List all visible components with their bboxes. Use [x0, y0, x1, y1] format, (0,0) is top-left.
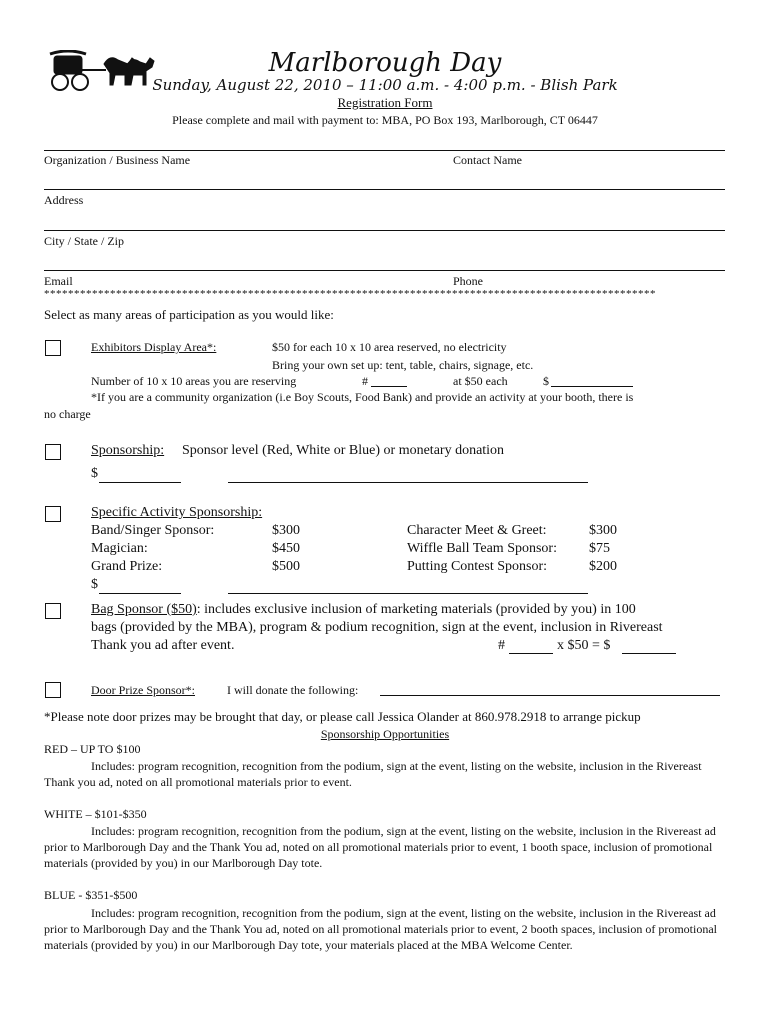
activity-price: $300 [272, 523, 300, 538]
community-note-cont: no charge [44, 407, 91, 421]
areas-number-label: Number of 10 x 10 areas you are reserving [91, 374, 297, 388]
sponsorship-text: Sponsor level (Red, White or Blue) or monetary donation [182, 443, 505, 458]
page-title: Marlborough Day [268, 48, 502, 78]
activity-name: Magician: [91, 541, 148, 556]
exhibitors-label: Exhibitors Display Area*: [91, 340, 217, 354]
activity-name: Wiffle Ball Team Sponsor: [407, 541, 557, 556]
field-line[interactable] [44, 150, 725, 151]
level-name: BLUE - $351-$500 [44, 888, 138, 902]
specific-activity-field[interactable] [228, 593, 588, 594]
specific-activity-checkbox[interactable] [45, 506, 61, 522]
level-desc: Includes: program recognition, recognition from the podium, sign at the event, listing on the website, inclusion in the Rivereast ad prior to Marlborough Day and the Thank You ad, noted on all promotional materials prior to event, 2 booth spaces, inclusion of promotional materials (provided by you) in our Marlborough Day tote, your materials placed at the MBA Welcome Center. [44, 906, 717, 952]
phone-label: Phone [453, 274, 483, 288]
activity-price: $75 [589, 541, 610, 556]
event-subtitle: Sunday, August 22, 2010 – 11:00 a.m. - 4:00 p.m. - Blish Park [152, 76, 618, 94]
activity-name: Character Meet & Greet: [407, 523, 547, 538]
sponsorship-dollar: $ [91, 466, 98, 481]
email-label: Email [44, 274, 73, 288]
areas-count-field[interactable] [371, 386, 407, 387]
specific-amount-field[interactable] [99, 593, 181, 594]
bag-calc-mid: x $50 = $ [557, 638, 611, 653]
activity-price: $500 [272, 559, 300, 574]
level-name: RED – UP TO $100 [44, 742, 141, 756]
level-desc: Includes: program recognition, recognition from the podium, sign at the event, listing on the website, inclusion in the Rivereast Thank you ad, noted on all promotional materials prior to event. [44, 759, 702, 789]
select-prompt: Select as many areas of participation as you would like: [44, 307, 334, 322]
field-line[interactable] [44, 189, 725, 190]
door-prize-checkbox[interactable] [45, 682, 61, 698]
sponsorship-amount-field[interactable] [99, 482, 181, 483]
opportunities-heading: Sponsorship Opportunities [320, 727, 450, 741]
exhibitors-checkbox[interactable] [45, 340, 61, 356]
activity-price: $450 [272, 541, 300, 556]
contact-name-label: Contact Name [453, 153, 522, 167]
door-prize-note: *Please note door prizes may be brought that day, or please call Jessica Olander at 860.978.2918 to arrange pickup [44, 709, 641, 724]
city-state-zip-label: City / State / Zip [44, 234, 124, 248]
level-desc: Includes: program recognition, recognition from the podium, sign at the event, listing on the website, inclusion in the Rivereast ad prior to Marlborough Day and the Thank You ad, noted on all promotional materials prior to event, 1 booth space, inclusion of promotional materials (provided by you) in our Marlborough Day tote. [44, 824, 716, 870]
specific-activity-label: Specific Activity Sponsorship: [91, 505, 263, 520]
door-prize-label: Door Prize Sponsor*: [91, 683, 195, 697]
activity-name: Grand Prize: [91, 559, 163, 574]
org-name-label: Organization / Business Name [44, 153, 191, 167]
door-prize-text: I will donate the following: [227, 683, 359, 697]
areas-dollar: $ [543, 374, 549, 388]
at-each-label: at $50 each [453, 374, 508, 388]
exhibitors-bring: Bring your own set up: tent, table, chairs, signage, etc. [272, 358, 534, 372]
areas-amount-field[interactable] [551, 386, 633, 387]
bag-sponsor-line3: Thank you ad after event. [91, 638, 235, 653]
activity-name: Band/Singer Sponsor: [91, 523, 215, 538]
specific-dollar: $ [91, 577, 98, 592]
level-name: WHITE – $101-$350 [44, 807, 147, 821]
bag-count-field[interactable] [509, 653, 553, 654]
separator: ****************************************************************************************************** [44, 288, 656, 300]
bag-sponsor-label: Bag Sponsor ($50) [91, 602, 197, 617]
bag-sponsor-line1 [91, 602, 636, 618]
address-label: Address [44, 193, 84, 207]
sponsorship-checkbox[interactable] [45, 444, 61, 460]
exhibitors-price: $50 for each 10 x 10 area reserved, no electricity [272, 340, 507, 354]
bag-calc-hash: # [498, 638, 505, 653]
bag-sponsor-desc: : includes exclusive inclusion of marketing materials (provided by you) in 100 [196, 602, 636, 617]
form-title: Registration Form [337, 95, 433, 110]
activity-price: $300 [589, 523, 617, 538]
bag-sponsor-checkbox[interactable] [45, 603, 61, 619]
areas-hash: # [362, 374, 368, 388]
activity-name: Putting Contest Sponsor: [407, 559, 548, 574]
mail-instructions: Please complete and mail with payment to: MBA, PO Box 193, Marlborough, CT 06447 [172, 113, 598, 127]
bag-total-field[interactable] [622, 653, 676, 654]
door-prize-field[interactable] [380, 695, 720, 696]
sponsorship-label: Sponsorship: [91, 443, 165, 458]
sponsorship-level-field[interactable] [228, 482, 588, 483]
activity-price: $200 [589, 559, 617, 574]
community-note: *If you are a community organization (i.e Boy Scouts, Food Bank) and provide an activity at your booth, there is [91, 390, 634, 404]
field-line[interactable] [44, 230, 725, 231]
field-line[interactable] [44, 270, 725, 271]
bag-sponsor-line2: bags (provided by the MBA), program & podium recognition, sign at the event, inclusion in Rivereast [91, 620, 663, 635]
